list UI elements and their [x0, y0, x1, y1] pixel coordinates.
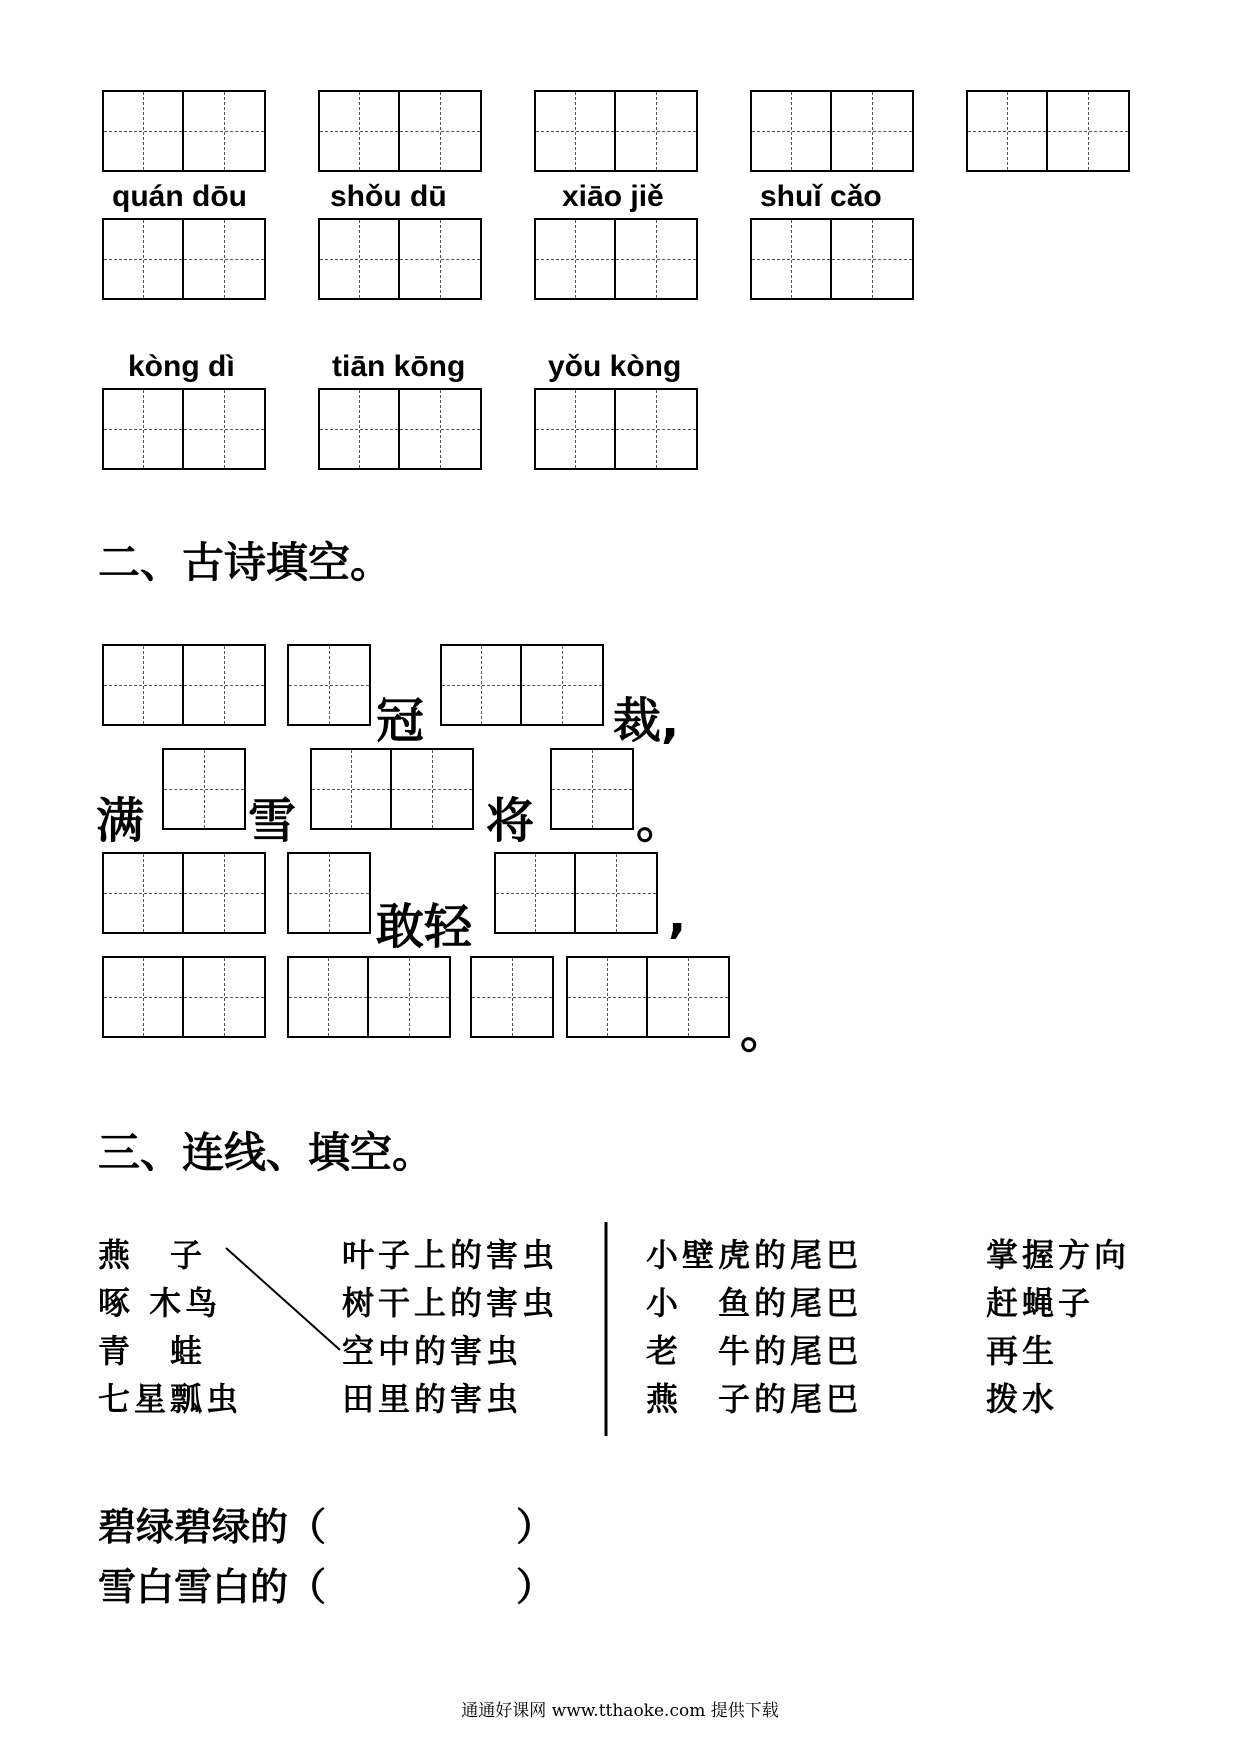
poem-character: 敢轻	[376, 899, 473, 955]
match-right-item[interactable]: 再生	[986, 1332, 1059, 1370]
pinyin-label: yǒu kòng	[548, 350, 682, 383]
match-right-item[interactable]: 掌握方向	[986, 1236, 1131, 1274]
pinyin-label: quán dōu	[112, 180, 247, 213]
fill-blank[interactable]: 碧绿碧绿的（ ）	[98, 1504, 555, 1549]
match-right-item[interactable]: 树干上的害虫	[342, 1284, 559, 1322]
match-left-item[interactable]: 老 牛的尾巴	[646, 1332, 863, 1370]
poem-character: ,	[668, 888, 687, 944]
match-left-item[interactable]: 啄 木鸟	[98, 1284, 222, 1322]
fill-blank[interactable]: 雪白雪白的（ ）	[98, 1564, 555, 1609]
poem-character: 雪	[248, 793, 297, 849]
poem-character: 满	[96, 793, 145, 849]
pinyin-label: tiān kōng	[332, 350, 466, 383]
match-right-item[interactable]: 拨水	[986, 1380, 1059, 1418]
match-left-item[interactable]: 燕 子	[98, 1236, 207, 1274]
section-heading: 三、连线、填空。	[98, 1128, 435, 1177]
match-right-item[interactable]: 空中的害虫	[342, 1332, 523, 1370]
match-left-item[interactable]: 小 鱼的尾巴	[646, 1284, 863, 1322]
match-left-item[interactable]: 七星瓢虫	[98, 1380, 243, 1418]
match-left-item[interactable]: 燕 子的尾巴	[646, 1380, 863, 1418]
pinyin-label: xiāo jiě	[562, 180, 664, 213]
match-right-item[interactable]: 叶子上的害虫	[342, 1236, 559, 1274]
match-left-item[interactable]: 青 蛙	[98, 1332, 207, 1370]
pinyin-label: shuǐ cǎo	[760, 180, 882, 213]
poem-character: 将	[486, 793, 535, 849]
match-left-item[interactable]: 小壁虎的尾巴	[646, 1236, 863, 1274]
poem-character: 。	[740, 1003, 789, 1059]
pinyin-label: kòng dì	[128, 350, 235, 383]
poem-character: 冠	[376, 693, 425, 749]
match-right-item[interactable]: 赶蝇子	[986, 1284, 1095, 1322]
footer-text: 通通好课网 www.tthaoke.com 提供下载	[461, 1701, 779, 1721]
pinyin-label: shǒu dū	[330, 180, 447, 213]
poem-character: 。	[636, 793, 685, 849]
match-right-item[interactable]: 田里的害虫	[342, 1380, 523, 1418]
poem-character: 裁,	[613, 693, 680, 749]
section-heading: 二、古诗填空。	[98, 538, 393, 587]
